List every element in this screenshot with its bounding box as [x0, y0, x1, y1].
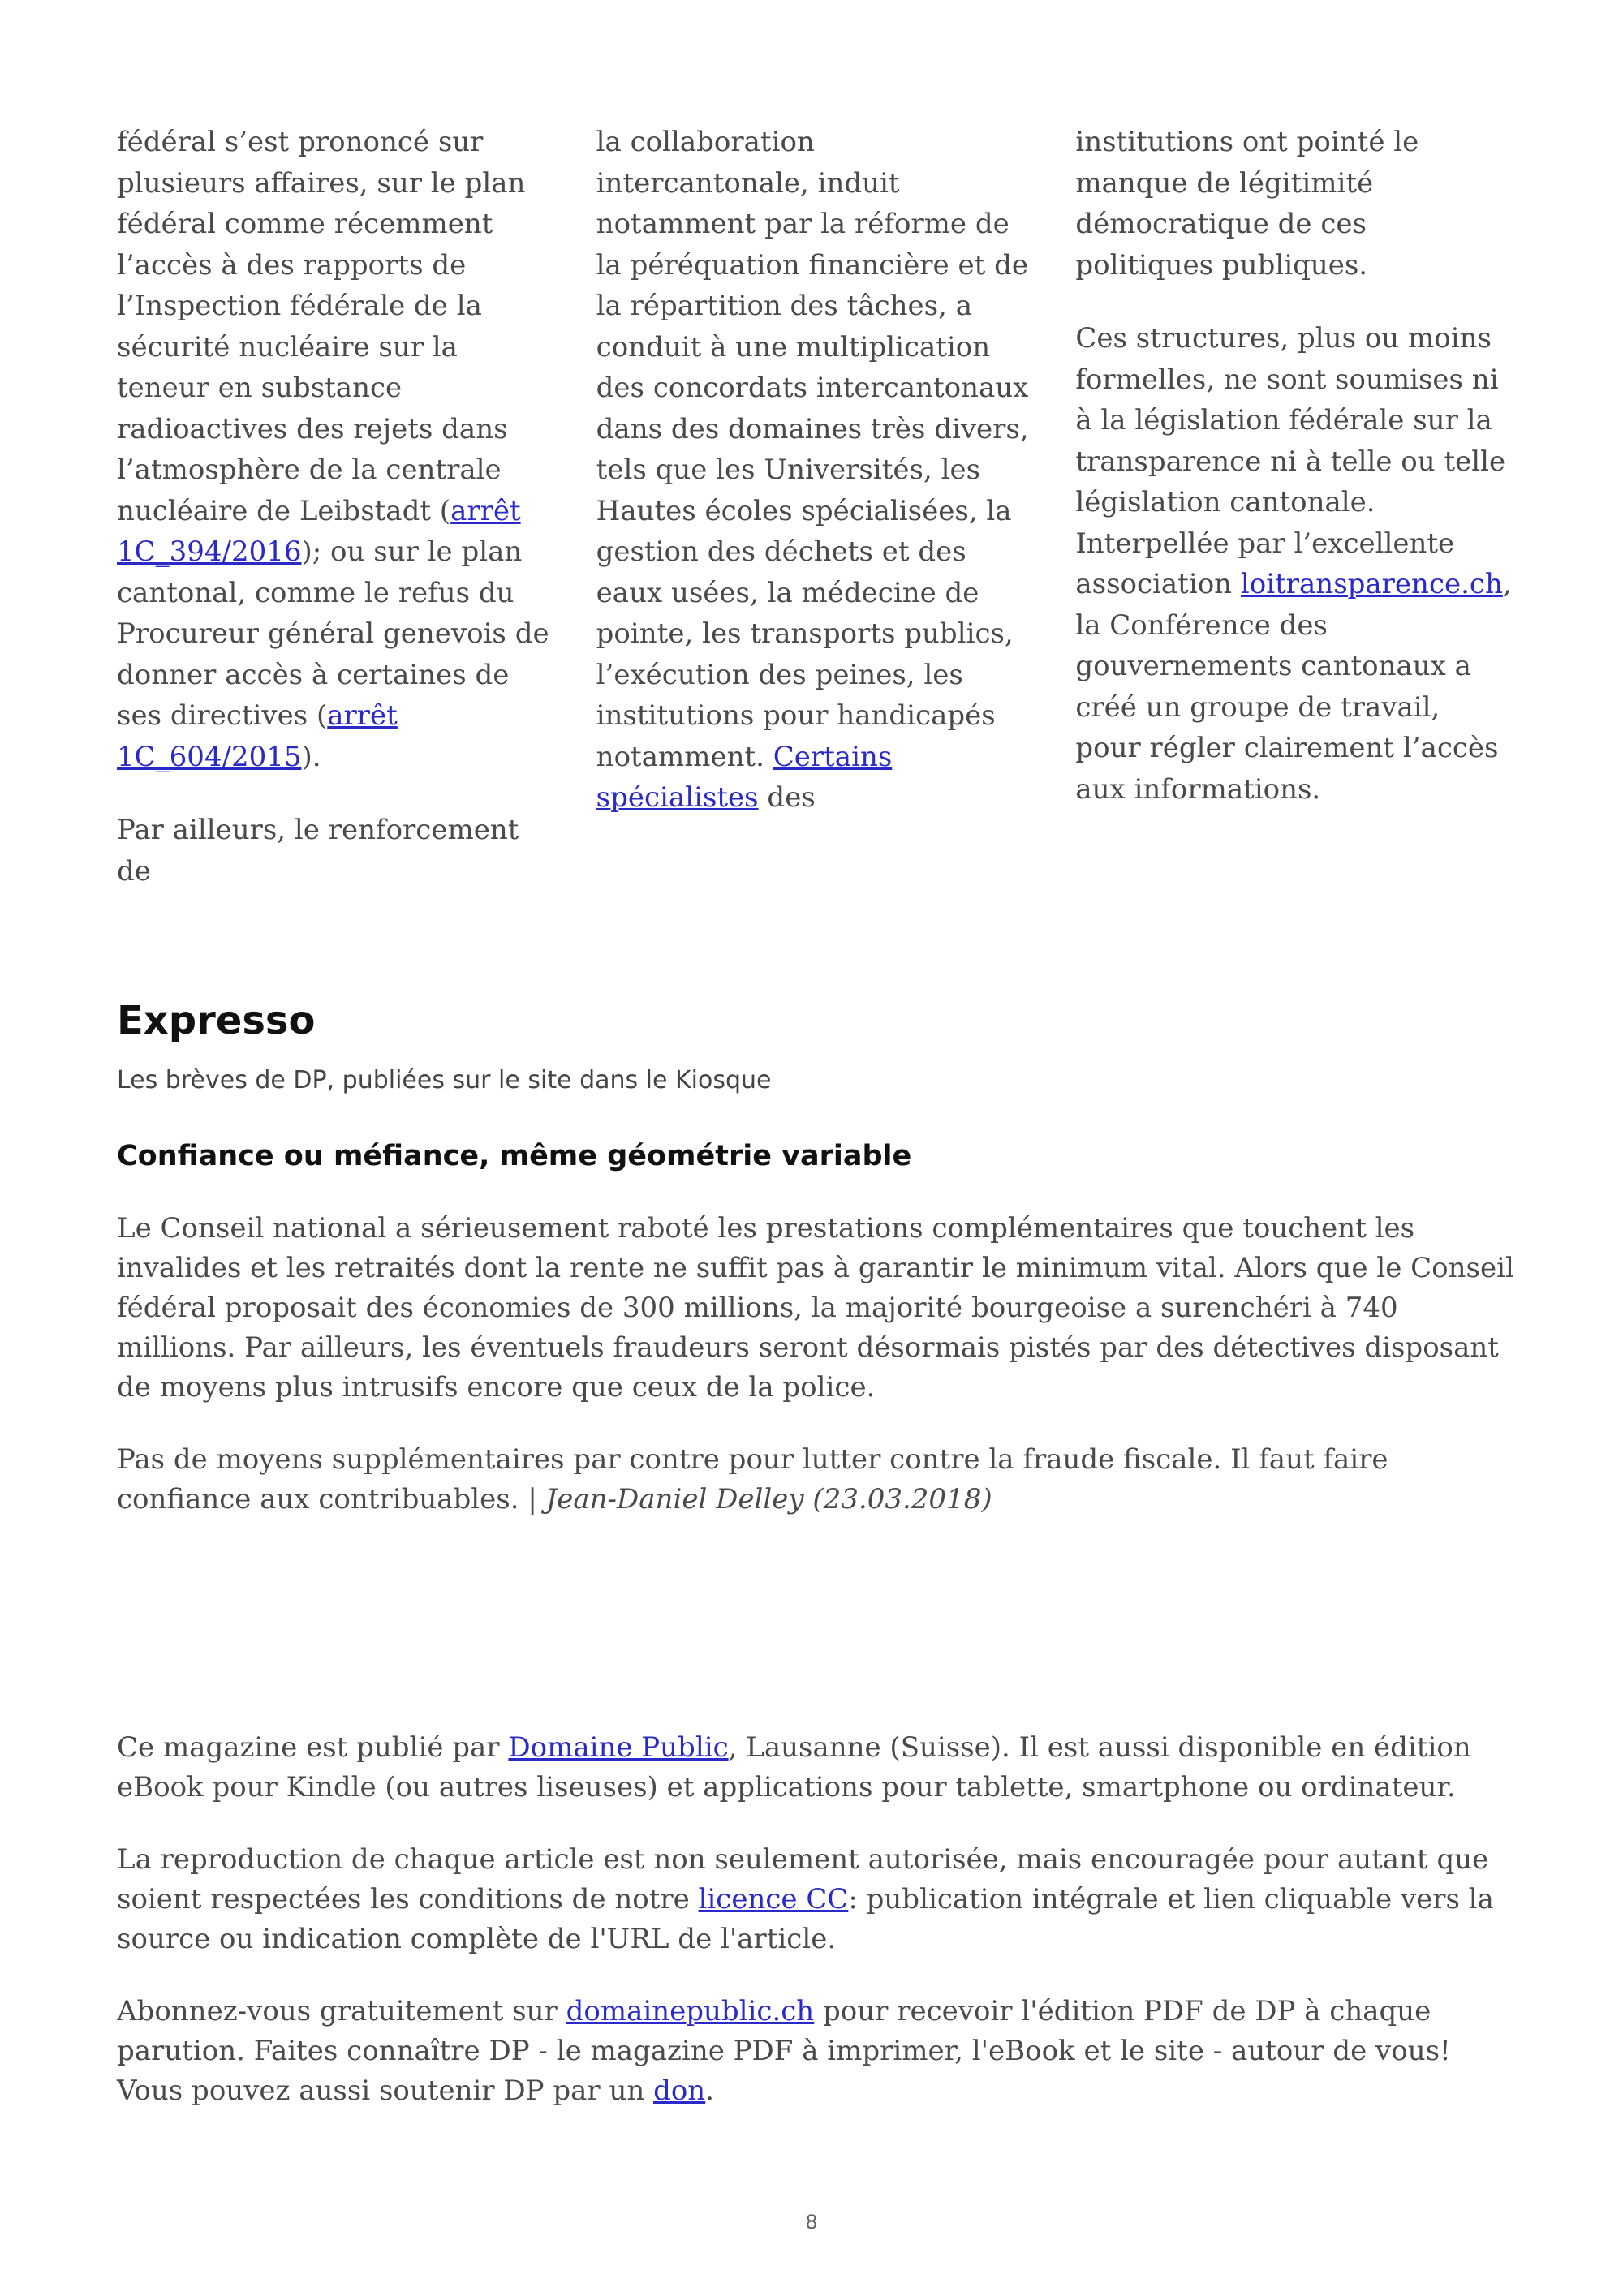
brief-title: Confiance ou méfiance, même géométrie variable [117, 1140, 912, 1172]
byline: Jean-Daniel Delley (23.03.2018) [545, 1483, 992, 1516]
footer-paragraph [117, 1840, 1521, 1959]
footer-paragraph [117, 1728, 1521, 1808]
section-title: Expresso [117, 998, 316, 1043]
article-text: des [758, 781, 816, 814]
article-text: institutions ont pointé le manque de légitimité démocratique de ces politiques publiques. [1075, 126, 1419, 282]
article-paragraph [117, 810, 554, 892]
brief-paragraph [117, 1440, 1521, 1520]
section-subtitle: Les brèves de DP, publiées sur le site dans le Kiosque [117, 1066, 772, 1094]
footer-paragraph [117, 1992, 1521, 2111]
article-paragraph [596, 122, 1034, 819]
article-link[interactable]: loitransparence.ch [1240, 568, 1503, 600]
article-column-2 [596, 122, 1034, 924]
article-text: la collaboration intercantonale, induit notamment par la réforme de la péréquation financière et de la répartition des tâches, a conduit à une multiplication des concordats intercantonaux dans des domaines très divers, tels que les Universités, les Hautes écoles spécialisées, la gestion des déchets et des eaux usées, la médecine de pointe, les transports publics, l’exécution des peines, les institutions pour handicapés notamment. [596, 126, 1029, 773]
footer-text: La reproduction de chaque article est non seulement autorisée, mais encouragée pour autant que soient respectées les conditions de notre [117, 1843, 1489, 1915]
article-text: fédéral s’est prononcé sur plusieurs affaires, sur le plan fédéral comme récemment l’accès à des rapports de l’Inspection fédérale de la sécurité nucléaire sur la teneur en substance radioactives des rejets dans l’atmosphère de la centrale nucléaire de Leibstadt ( [117, 126, 526, 527]
brief-text: Pas de moyens supplémentaires par contre pour lutter contre la fraude fiscale. Il faut faire confiance aux contribuables. | [117, 1443, 1388, 1516]
article-column-3 [1075, 122, 1513, 924]
brief-paragraph: Le Conseil national a sérieusement raboté les prestations complémentaires que touchent les invalides et les retraités dont la rente ne suffit pas à garantir le minimum vital. Alors que le Conseil fédéral proposait des économies de 300 millions, la majorité bourgeoise a surenchéri à 740 millions. Par ailleurs, les éventuels fraudeurs seront désormais pistés par des détectives disposant de moyens plus intrusifs encore que ceux de la police. [117, 1212, 1514, 1404]
article-text: ). [301, 740, 321, 773]
article-link[interactable]: Certains spécialistes [596, 740, 893, 814]
article-column-1 [117, 122, 554, 924]
footer-text: : publication intégrale et lien cliquable vers la source ou indication complète de l'URL de l'article. [117, 1883, 1494, 1955]
expresso-section [117, 996, 1521, 1552]
domainepublic-link[interactable]: domainepublic.ch [566, 1995, 815, 2027]
footer-text: , Lausanne (Suisse). Il est aussi disponible en édition eBook pour Kindle (ou autres liseuses) et applications pour tablette, smartphone ou ordinateur. [117, 1731, 1471, 1804]
publisher-info [117, 1728, 1521, 2143]
article-text: , la Conférence des gouvernements cantonaux a créé un groupe de travail, pour régler clairement l’accès aux informations. [1075, 568, 1512, 806]
article-columns [117, 122, 1513, 924]
article-text: Par ailleurs, le renforcement de [117, 814, 519, 888]
article-text: Ces structures, plus ou moins formelles, ne sont soumises ni à la législation fédérale sur la transparence ni à telle ou telle législation cantonale. Interpellée par l’excellente association [1075, 322, 1506, 600]
donation-link[interactable]: don [653, 2075, 706, 2107]
licence-cc-link[interactable]: licence CC [698, 1883, 849, 1915]
article-paragraph [117, 122, 554, 777]
footer-text: pour recevoir l'édition PDF de DP à chaque parution. Faites connaître DP - le magazine PDF à imprimer, l'eBook et le site - autour de vous! Vous pouvez aussi soutenir DP par un [117, 1995, 1451, 2107]
footer-text: . [705, 2075, 715, 2107]
article-text: ); ou sur le plan cantonal, comme le refus du Procureur général genevois de donner accès à certaines de ses directives ( [117, 535, 549, 732]
footer-text: Abonnez-vous gratuitement sur [117, 1995, 566, 2027]
article-link[interactable]: arrêt 1C_394/2016 [117, 494, 521, 568]
page-number: 8 [805, 2211, 818, 2234]
domaine-public-link[interactable]: Domaine Public [508, 1731, 729, 1764]
footer-text: Ce magazine est publié par [117, 1731, 509, 1764]
article-paragraph [1075, 122, 1513, 286]
article-link[interactable]: arrêt 1C_604/2015 [117, 699, 398, 773]
article-paragraph [1075, 318, 1513, 810]
